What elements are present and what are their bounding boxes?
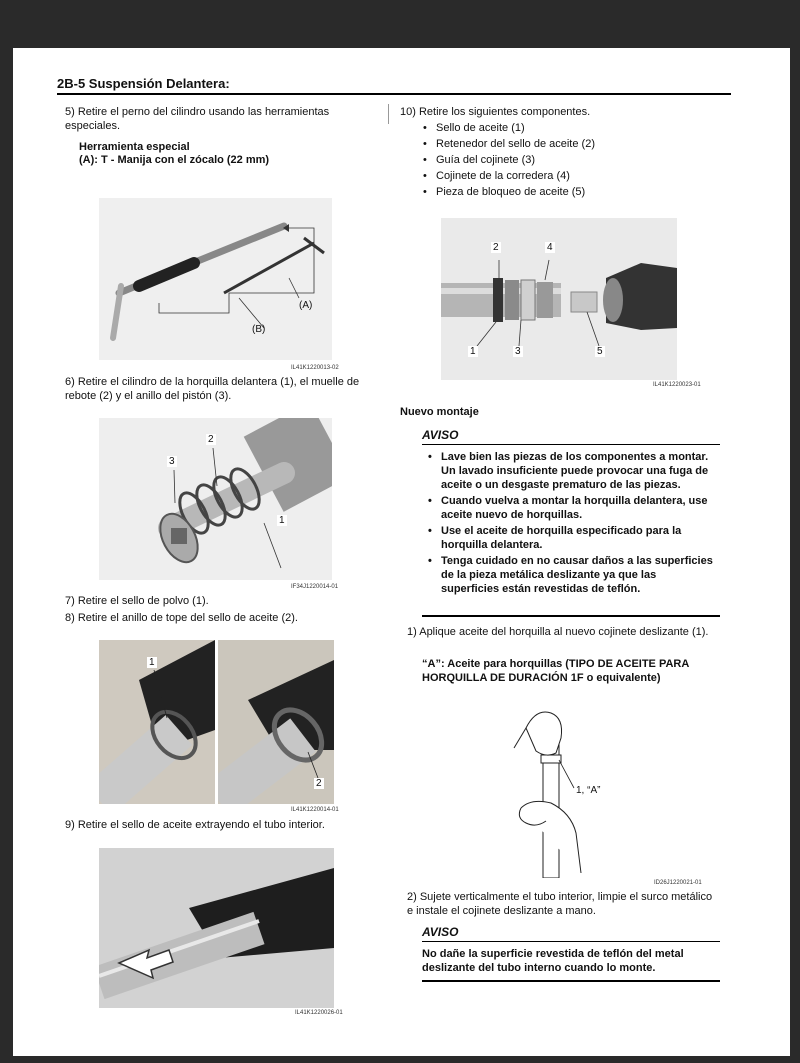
callout-2: 2 xyxy=(208,434,214,445)
label-a: (A) xyxy=(299,300,313,311)
step-2-text: 2) Sujete verticalmente el tubo interior, limpie el surco metálico e instale el cojinete deslizante a mano. xyxy=(407,891,713,917)
aviso-2-top-rule xyxy=(422,941,720,942)
step-7-text: 7) Retire el sello de polvo (1). xyxy=(65,595,209,607)
figure-dust-seal-photo xyxy=(99,640,215,804)
list-item: • Cuando vuelva a montar la horquilla delantera, use aceite nuevo de horquillas. xyxy=(441,494,715,522)
column-divider xyxy=(388,104,389,124)
label-b: (B) xyxy=(252,324,266,335)
callout-stop-ring-2: 2 xyxy=(316,778,322,789)
step-8-text: 8) Retire el anillo de tope del sello de aceite (2). xyxy=(65,612,298,624)
callout-comp-1: 1 xyxy=(470,346,476,357)
figure-code-6: ID26J1220021-01 xyxy=(654,880,702,886)
step-1-text: 1) Aplique aceite del horquilla al nuevo cojinete deslizante (1). xyxy=(407,626,709,638)
figure-code-3: IL41K1220014-01 xyxy=(291,807,339,813)
oil-label: 1, “A” xyxy=(576,785,601,796)
tool-item: (A): T - Manija con el zócalo (22 mm) xyxy=(79,154,270,166)
list-item: • Lave bien las piezas de los componentes a montar. Un lavado insuficiente puede provocar una fuga de aceite o un desgaste prematuro de las piezas. xyxy=(441,450,715,492)
aviso-1-top-rule xyxy=(422,444,720,445)
list-item: • Sello de aceite (1) xyxy=(436,120,718,136)
header-rule xyxy=(57,93,731,95)
list-item: • Use el aceite de horquilla especificado para la horquilla delantera. xyxy=(441,524,715,552)
section-title: Nuevo montaje xyxy=(400,406,479,418)
callout-comp-2: 2 xyxy=(493,242,499,253)
oil-note: “A”: Aceite para horquillas (TIPO DE ACEITE PARA HORQUILLA DE DURACIÓN 1F o equivalente) xyxy=(422,658,689,684)
callout-dust-seal-1: 1 xyxy=(149,657,155,668)
aviso-2-text: No dañe la superficie revestida de teflón del metal deslizante del tubo interno cuando lo monte. xyxy=(422,948,684,974)
list-item: • Cojinete de la corredera (4) xyxy=(436,168,718,184)
step-10-text: 10) Retire los siguientes componentes. xyxy=(400,106,591,118)
callout-1: 1 xyxy=(279,515,285,526)
tools-illustration xyxy=(99,198,332,360)
list-item: • Retenedor del sello de aceite (2) xyxy=(436,136,718,152)
figure-tools-photo xyxy=(99,198,332,360)
aviso-1-title: AVISO xyxy=(422,428,459,442)
figure-inner-tube-photo xyxy=(99,848,334,1008)
figure-stop-ring-photo xyxy=(218,640,334,804)
tool-heading: Herramienta especial xyxy=(79,141,190,153)
manual-page xyxy=(13,48,790,1056)
figure-oil-drawing xyxy=(506,703,626,878)
figure-code-1: IL41K1220013-02 xyxy=(291,365,339,371)
aviso-2-title: AVISO xyxy=(422,925,459,939)
callout-comp-3: 3 xyxy=(515,346,521,357)
aviso-1-bottom-rule xyxy=(422,615,720,617)
aviso-1-list xyxy=(423,450,715,596)
list-item: • Guía del cojinete (3) xyxy=(436,152,718,168)
figure-code-2: IF34J1220014-01 xyxy=(291,584,339,590)
callout-3: 3 xyxy=(169,456,175,467)
callout-comp-5: 5 xyxy=(597,346,603,357)
figure-components-photo xyxy=(441,218,677,380)
figure-cylinder-photo xyxy=(99,418,332,580)
list-item: • Tenga cuidado en no causar daños a las superficies de la pieza metálica deslizante ya que las superficies están revestidas de teflón. xyxy=(441,554,715,596)
step-6-text: 6) Retire el cilindro de la horquilla delantera (1), el muelle de rebote (2) y el anillo del pistón (3). xyxy=(65,376,360,402)
figure-code-5: IL41K1220023-01 xyxy=(653,382,701,388)
step-5-text: 5) Retire el perno del cilindro usando las herramientas especiales. xyxy=(65,106,330,132)
aviso-2-bottom-rule xyxy=(422,980,720,982)
step-9-text: 9) Retire el sello de aceite extrayendo el tubo interior. xyxy=(65,819,325,831)
callout-comp-4: 4 xyxy=(547,242,553,253)
figure-code-4: IL41K1220026-01 xyxy=(295,1010,343,1016)
page-header: 2B-5 Suspensión Delantera: xyxy=(57,76,230,91)
component-list xyxy=(418,120,718,200)
list-item: • Pieza de bloqueo de aceite (5) xyxy=(436,184,718,200)
